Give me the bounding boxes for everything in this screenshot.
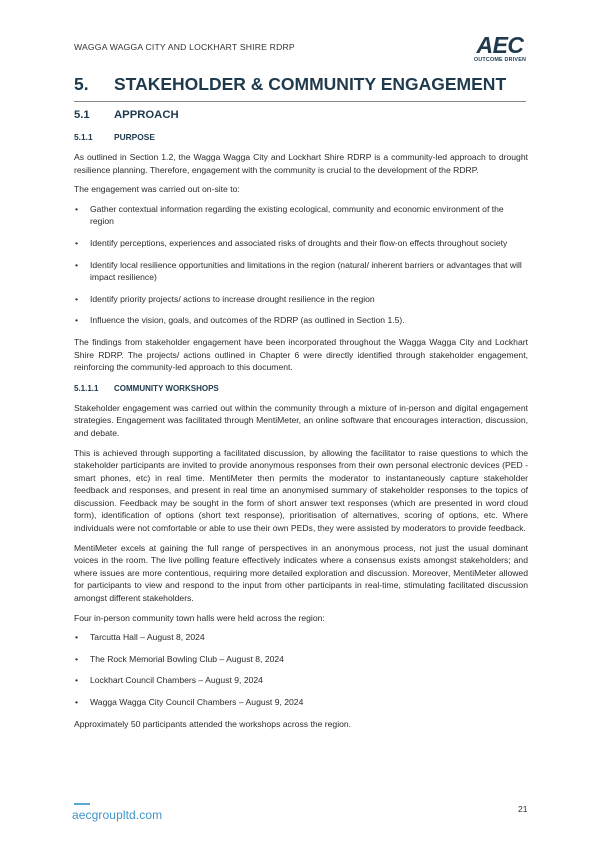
footer-website-link[interactable]: aecgroupltd.com bbox=[72, 808, 163, 822]
list-item: • Identify local resilience opportunities and limitations in the region (natural/ inherent barriers or advantages that will impact resilience) bbox=[75, 259, 522, 283]
running-header: WAGGA WAGGA CITY AND LOCKHART SHIRE RDRP bbox=[74, 42, 295, 52]
subsection-heading bbox=[74, 132, 528, 142]
chapter-heading bbox=[74, 74, 526, 102]
bullet-icon: • bbox=[75, 632, 79, 643]
purpose-paragraph-2: The engagement was carried out on-site to: bbox=[74, 184, 240, 195]
list-item: • The Rock Memorial Bowling Club – August 8, 2024 bbox=[75, 653, 284, 664]
bullet-icon: • bbox=[75, 293, 79, 304]
section-number: 5.1 bbox=[74, 109, 90, 121]
logo-wordmark: AEC bbox=[476, 32, 524, 58]
list-item: • Identify perceptions, experiences and associated risks of droughts and their flow-on effects throughout society bbox=[75, 237, 508, 248]
list-item: • Influence the vision, goals, and outcomes of the RDRP (as outlined in Section 1.5). bbox=[75, 315, 405, 326]
bullet-icon: • bbox=[75, 237, 79, 248]
bullet-icon: • bbox=[75, 203, 79, 214]
bullet-icon: • bbox=[75, 653, 79, 664]
list-item: • Identify priority projects/ actions to increase drought resilience in the region bbox=[75, 293, 375, 304]
page-number: 21 bbox=[518, 804, 528, 814]
chapter-title: STAKEHOLDER & COMMUNITY ENGAGEMENT bbox=[114, 74, 507, 94]
workshop-paragraph-3: MentiMeter excels at gaining the full range of perspectives in an anonymous process, not just the usual dominant voices in the room. The live polling feature effectively indicates where a consensus exists amongst stakeholders; and where issues are more contentious, requiring more detailed exploration and discussion. Moreover, MentiMeter allowed for participants to view and respond to the input from other participants in real-time, stimulating facilitated discussion amongst different stakeholders. bbox=[74, 542, 528, 604]
footer-accent-line bbox=[74, 803, 90, 805]
subsubsection-number: 5.1.1.1 bbox=[74, 383, 99, 393]
list-item: • Tarcutta Hall – August 8, 2024 bbox=[75, 632, 205, 643]
purpose-paragraph-3: The findings from stakeholder engagement have been incorporated throughout the Wagga Wagga City and Lockhart Shire RDRP. The projects/ actions outlined in Chapter 6 were directly identified through stakeholder engagement, reinforcing the community-led approach to this document. bbox=[74, 336, 528, 373]
list-item: • Lockhart Council Chambers – August 9, 2024 bbox=[75, 675, 263, 686]
workshop-paragraph-5: Approximately 50 participants attended the workshops across the region. bbox=[74, 718, 352, 729]
workshop-bullet-list bbox=[74, 631, 528, 708]
subsection-title: PURPOSE bbox=[114, 132, 155, 142]
aec-logo bbox=[472, 34, 528, 63]
bullet-icon: • bbox=[75, 315, 79, 326]
subsection-number: 5.1.1 bbox=[74, 132, 93, 142]
workshop-paragraph-2: This is achieved through supporting a facilitated discussion, by allowing the facilitator to raise questions to which the stakeholder participants are invited to provide anonymous responses from their own personal electronic devices (PED - smart phones, etc) in real time. MentiMeter then permits the moderator to instantaneously capture stakeholder feedback and responses, and present in real time an anonymised summary of stakeholder responses to the topics of discussion. Feedback may be sought in the form of short answer text responses (which are presented in word cloud form), identification of options (short text response), prioritisation of alternatives, scoring of options, etc. Where individuals were not comfortable or able to use their own PEDs, they were assisted by moderators to provide feedback. bbox=[74, 447, 528, 534]
page-body bbox=[74, 109, 528, 737]
section-title: APPROACH bbox=[114, 109, 179, 121]
workshop-paragraph-4: Four in-person community town halls were held across the region: bbox=[74, 612, 325, 623]
bullet-icon: • bbox=[75, 697, 79, 707]
bullet-icon: • bbox=[75, 259, 79, 270]
subsubsection-title: COMMUNITY WORKSHOPS bbox=[114, 383, 219, 393]
purpose-bullet-list bbox=[74, 203, 528, 327]
purpose-paragraph-1: As outlined in Section 1.2, the Wagga Wagga City and Lockhart Shire RDRP is a community-led approach to drought resilience planning. Therefore, engagement with the community is crucial to the development of the RDRP. bbox=[74, 152, 528, 175]
list-item: • Gather contextual information regarding the existing ecological, community and economic environment of the region bbox=[75, 203, 504, 227]
bullet-icon: • bbox=[75, 675, 79, 686]
chapter-number: 5. bbox=[74, 74, 89, 94]
subsubsection-heading bbox=[74, 384, 528, 393]
section-heading bbox=[74, 109, 528, 121]
list-item: • Wagga Wagga City Council Chambers – August 9, 2024 bbox=[75, 697, 304, 707]
workshop-paragraph-1: Stakeholder engagement was carried out within the community through a mixture of in-person and digital engagement strategies. Engagement was facilitated through MentiMeter, an online software that encourages interaction, discussion, and debate. bbox=[74, 402, 528, 438]
logo-tagline: OUTCOME DRIVEN bbox=[473, 57, 527, 63]
